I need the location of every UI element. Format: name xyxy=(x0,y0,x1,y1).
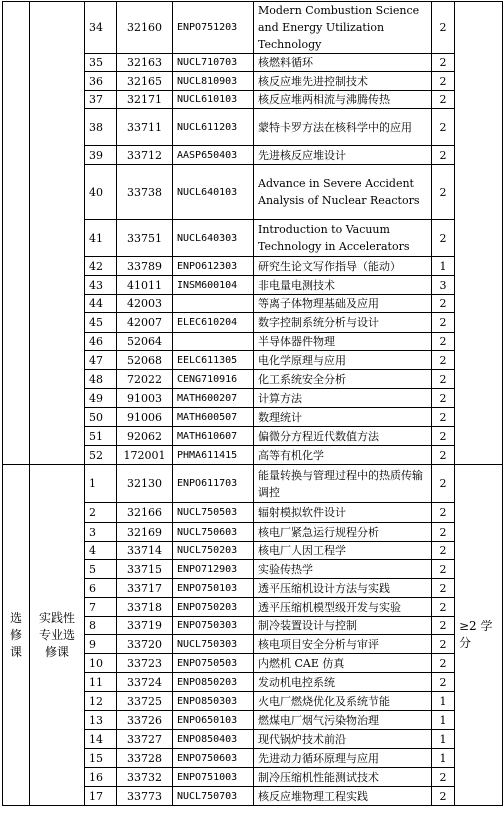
course-no: 16 xyxy=(85,768,117,787)
course-no: 9 xyxy=(85,635,117,654)
course-credit: 1 xyxy=(432,711,455,730)
course-credit: 2 xyxy=(432,617,455,635)
course-code: ENPO751003 xyxy=(173,768,254,787)
course-name: 内燃机 CAE 仿真 xyxy=(254,654,432,673)
course-code: NUCL750603 xyxy=(173,523,254,542)
course-name: 核电厂人因工程学 xyxy=(254,542,432,560)
course-code: NUCL750303 xyxy=(173,635,254,654)
course-code: NUCL750503 xyxy=(173,503,254,523)
course-name: 核反应堆先进控制技术 xyxy=(254,72,432,91)
course-name: Advance in Severe Accident Analysis of Nuclear Reactors xyxy=(254,165,432,220)
course-code: NUCL810903 xyxy=(173,72,254,91)
course-id: 33789 xyxy=(117,257,173,276)
course-id: 72022 xyxy=(117,370,173,389)
course-no: 12 xyxy=(85,692,117,711)
course-id: 32163 xyxy=(117,54,173,72)
course-code: ELEC610204 xyxy=(173,313,254,333)
course-no: 10 xyxy=(85,654,117,673)
course-id: 41011 xyxy=(117,276,173,295)
course-id: 33712 xyxy=(117,146,173,165)
course-id: 33711 xyxy=(117,109,173,146)
course-id: 32130 xyxy=(117,465,173,503)
course-no: 13 xyxy=(85,711,117,730)
category-cell-top xyxy=(3,2,30,465)
course-id: 33720 xyxy=(117,635,173,654)
course-id: 33727 xyxy=(117,730,173,749)
course-credit: 2 xyxy=(432,54,455,72)
course-name: 数字控制系统分析与设计 xyxy=(254,313,432,333)
table-body xyxy=(3,2,503,806)
course-credit: 2 xyxy=(432,503,455,523)
course-credit: 1 xyxy=(432,257,455,276)
course-id: 33738 xyxy=(117,165,173,220)
course-name: 先进核反应堆设计 xyxy=(254,146,432,165)
table-row xyxy=(3,465,503,503)
course-id: 33717 xyxy=(117,579,173,598)
course-code: EELC611305 xyxy=(173,351,254,370)
course-credit: 2 xyxy=(432,579,455,598)
course-credit: 2 xyxy=(432,654,455,673)
course-no: 36 xyxy=(85,72,117,91)
course-id: 42007 xyxy=(117,313,173,333)
course-credit: 1 xyxy=(432,730,455,749)
course-code: NUCL750203 xyxy=(173,542,254,560)
course-id: 33723 xyxy=(117,654,173,673)
course-name: 核电项目安全分析与审评 xyxy=(254,635,432,654)
course-code: ENPO750603 xyxy=(173,749,254,768)
course-credit: 2 xyxy=(432,408,455,427)
course-name: 实验传热学 xyxy=(254,560,432,579)
course-no: 2 xyxy=(85,503,117,523)
course-code: ENPO850403 xyxy=(173,730,254,749)
course-id: 91003 xyxy=(117,389,173,408)
course-no: 40 xyxy=(85,165,117,220)
course-credit: 2 xyxy=(432,787,455,806)
course-no: 41 xyxy=(85,220,117,257)
course-code: AASP650403 xyxy=(173,146,254,165)
course-id: 32165 xyxy=(117,72,173,91)
course-name: 半导体器件物理 xyxy=(254,333,432,351)
course-credit: 2 xyxy=(432,560,455,579)
course-id: 33773 xyxy=(117,787,173,806)
course-code: MATH600207 xyxy=(173,389,254,408)
course-name: 火电厂燃烧优化及系统节能 xyxy=(254,692,432,711)
course-id: 32166 xyxy=(117,503,173,523)
course-code: ENPO750103 xyxy=(173,579,254,598)
course-credit: 2 xyxy=(432,446,455,465)
course-code: ENPO612303 xyxy=(173,257,254,276)
course-no: 37 xyxy=(85,91,117,109)
course-name: 核燃料循环 xyxy=(254,54,432,72)
course-credit: 2 xyxy=(432,389,455,408)
course-name: Modern Combustion Science and Energy Utilization Technology xyxy=(254,2,432,54)
course-id: 42003 xyxy=(117,295,173,313)
course-id: 33726 xyxy=(117,711,173,730)
course-no: 5 xyxy=(85,560,117,579)
course-no: 42 xyxy=(85,257,117,276)
requirement-cell-practical: ≥2 学分 xyxy=(455,465,503,806)
course-name: 核电厂紧急运行规程分析 xyxy=(254,523,432,542)
course-id: 32171 xyxy=(117,91,173,109)
course-no: 46 xyxy=(85,333,117,351)
course-credit: 2 xyxy=(432,91,455,109)
course-code: ENPO750503 xyxy=(173,654,254,673)
course-credit: 2 xyxy=(432,351,455,370)
course-no: 47 xyxy=(85,351,117,370)
course-credit: 2 xyxy=(432,635,455,654)
course-code: NUCL611203 xyxy=(173,109,254,146)
course-id: 33728 xyxy=(117,749,173,768)
course-code: ENPO850203 xyxy=(173,673,254,692)
course-name: 制冷装置设计与控制 xyxy=(254,617,432,635)
course-no: 3 xyxy=(85,523,117,542)
course-id: 52064 xyxy=(117,333,173,351)
course-credit: 2 xyxy=(432,523,455,542)
course-credit: 2 xyxy=(432,295,455,313)
subcategory-cell-top xyxy=(30,2,85,465)
course-no: 44 xyxy=(85,295,117,313)
course-name: 蒙特卡罗方法在核科学中的应用 xyxy=(254,109,432,146)
course-no: 6 xyxy=(85,579,117,598)
course-no: 51 xyxy=(85,427,117,446)
course-no: 34 xyxy=(85,2,117,54)
table-row xyxy=(3,2,503,54)
course-id: 33751 xyxy=(117,220,173,257)
course-id: 33725 xyxy=(117,692,173,711)
course-code: NUCL640103 xyxy=(173,165,254,220)
course-code: ENPO750203 xyxy=(173,598,254,617)
course-no: 38 xyxy=(85,109,117,146)
course-credit: 2 xyxy=(432,598,455,617)
course-code: ENPO750303 xyxy=(173,617,254,635)
course-code: MATH610607 xyxy=(173,427,254,446)
course-no: 45 xyxy=(85,313,117,333)
course-id: 172001 xyxy=(117,446,173,465)
course-id: 33714 xyxy=(117,542,173,560)
course-code: ENPO751203 xyxy=(173,2,254,54)
course-code: ENPO650103 xyxy=(173,711,254,730)
course-id: 33719 xyxy=(117,617,173,635)
course-name: 数理统计 xyxy=(254,408,432,427)
course-code: ENPO712903 xyxy=(173,560,254,579)
course-id: 33724 xyxy=(117,673,173,692)
course-name: 偏微分方程近代数值方法 xyxy=(254,427,432,446)
course-no: 14 xyxy=(85,730,117,749)
course-credit: 2 xyxy=(432,220,455,257)
course-code: ENPO850303 xyxy=(173,692,254,711)
course-no: 17 xyxy=(85,787,117,806)
course-name: 化工系统安全分析 xyxy=(254,370,432,389)
course-code: INSM600104 xyxy=(173,276,254,295)
course-credit: 2 xyxy=(432,333,455,351)
course-id: 32160 xyxy=(117,2,173,54)
course-name: 等离子体物理基础及应用 xyxy=(254,295,432,313)
course-no: 7 xyxy=(85,598,117,617)
course-credit: 2 xyxy=(432,465,455,503)
course-code: ENPO611703 xyxy=(173,465,254,503)
course-no: 43 xyxy=(85,276,117,295)
course-no: 8 xyxy=(85,617,117,635)
course-code: NUCL640303 xyxy=(173,220,254,257)
course-code: PHMA611415 xyxy=(173,446,254,465)
course-name: 研究生论文写作指导（能动） xyxy=(254,257,432,276)
course-name: 核反应堆物理工程实践 xyxy=(254,787,432,806)
course-credit: 2 xyxy=(432,2,455,54)
course-name: 能量转换与管理过程中的热质传输调控 xyxy=(254,465,432,503)
course-code: NUCL710703 xyxy=(173,54,254,72)
course-name: 燃煤电厂烟气污染物治理 xyxy=(254,711,432,730)
course-credit: 1 xyxy=(432,692,455,711)
course-credit: 2 xyxy=(432,768,455,787)
course-id: 33715 xyxy=(117,560,173,579)
course-credit: 2 xyxy=(432,72,455,91)
course-code: CENG710916 xyxy=(173,370,254,389)
course-id: 32169 xyxy=(117,523,173,542)
course-code: MATH600507 xyxy=(173,408,254,427)
course-credit: 1 xyxy=(432,749,455,768)
course-code: NUCL750703 xyxy=(173,787,254,806)
course-id: 91006 xyxy=(117,408,173,427)
subcategory-cell-practical: 实践性专业选修课 xyxy=(30,465,85,806)
category-cell-elective: 选修课 xyxy=(3,465,30,806)
course-code: NUCL610103 xyxy=(173,91,254,109)
course-credit: 2 xyxy=(432,109,455,146)
course-no: 50 xyxy=(85,408,117,427)
requirement-cell-top xyxy=(455,2,503,465)
course-credit: 2 xyxy=(432,370,455,389)
course-credit: 2 xyxy=(432,673,455,692)
course-name: 透平压缩机设计方法与实践 xyxy=(254,579,432,598)
course-no: 15 xyxy=(85,749,117,768)
course-credit: 2 xyxy=(432,146,455,165)
course-name: Introduction to Vacuum Technology in Accelerators xyxy=(254,220,432,257)
course-id: 33732 xyxy=(117,768,173,787)
course-id: 52068 xyxy=(117,351,173,370)
course-no: 1 xyxy=(85,465,117,503)
course-no: 52 xyxy=(85,446,117,465)
course-name: 透平压缩机模型级开发与实验 xyxy=(254,598,432,617)
course-no: 39 xyxy=(85,146,117,165)
course-code xyxy=(173,333,254,351)
course-name: 计算方法 xyxy=(254,389,432,408)
course-id: 92062 xyxy=(117,427,173,446)
course-credit: 2 xyxy=(432,542,455,560)
course-credit: 2 xyxy=(432,427,455,446)
course-code xyxy=(173,295,254,313)
course-table xyxy=(2,1,503,806)
course-no: 48 xyxy=(85,370,117,389)
course-name: 辐射模拟软件设计 xyxy=(254,503,432,523)
course-name: 核反应堆两相流与沸腾传热 xyxy=(254,91,432,109)
course-credit: 2 xyxy=(432,313,455,333)
course-name: 电化学原理与应用 xyxy=(254,351,432,370)
course-id: 33718 xyxy=(117,598,173,617)
course-credit: 2 xyxy=(432,165,455,220)
course-credit: 3 xyxy=(432,276,455,295)
course-no: 35 xyxy=(85,54,117,72)
course-name: 现代锅炉技术前沿 xyxy=(254,730,432,749)
course-name: 高等有机化学 xyxy=(254,446,432,465)
course-no: 49 xyxy=(85,389,117,408)
course-no: 11 xyxy=(85,673,117,692)
course-name: 制冷压缩机性能测试技术 xyxy=(254,768,432,787)
course-name: 非电量电测技术 xyxy=(254,276,432,295)
course-name: 先进动力循环原理与应用 xyxy=(254,749,432,768)
course-no: 4 xyxy=(85,542,117,560)
course-name: 发动机电控系统 xyxy=(254,673,432,692)
